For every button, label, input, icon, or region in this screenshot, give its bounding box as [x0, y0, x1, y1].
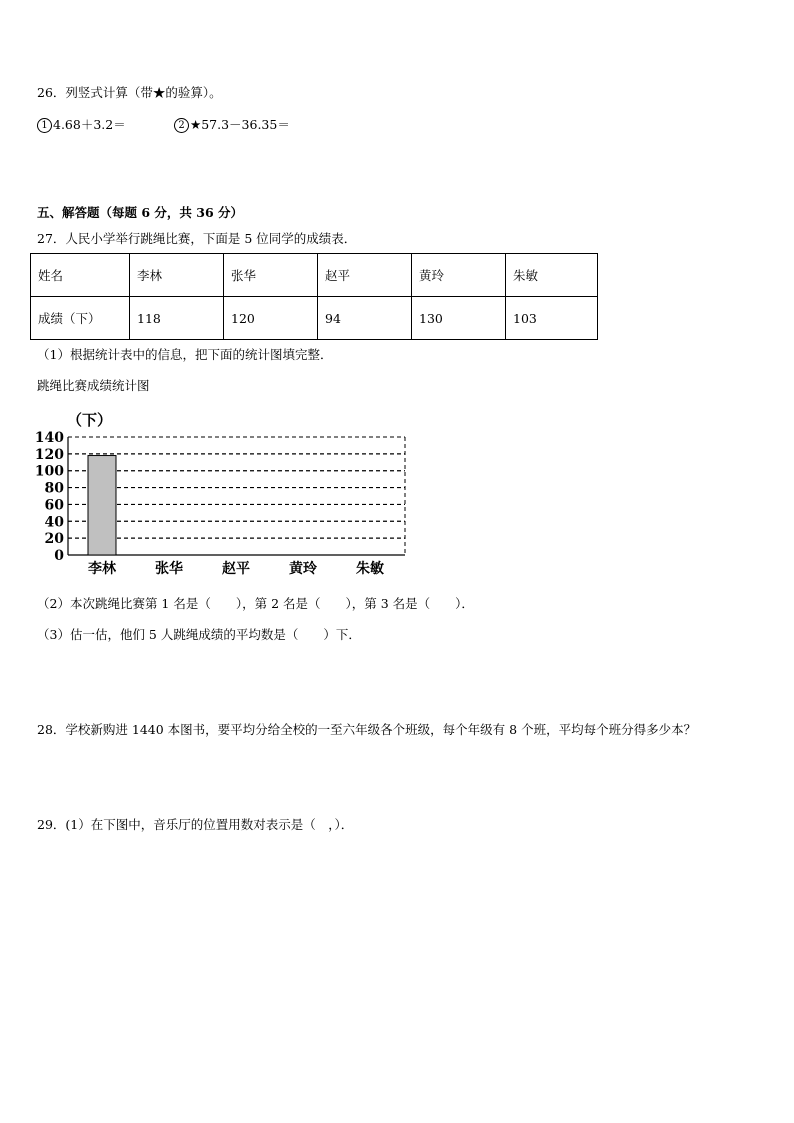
table-cell: 94 — [318, 297, 412, 340]
bar-chart — [30, 405, 420, 580]
y-tick-label: 80 — [44, 480, 64, 497]
y-tick-label: 140 — [34, 430, 64, 446]
table-cell: 118 — [130, 297, 224, 340]
q28-text: 28．学校新购进 1440 本图书，要平均分给全校的一至六年级各个班级，每个年级有 8 个班，平均每个班分得多少本？ — [37, 722, 697, 737]
table-cell: 103 — [506, 297, 598, 340]
table-cell: 赵平 — [318, 254, 412, 297]
table-cell: 朱敏 — [506, 254, 598, 297]
q27-intro: 27．人民小学举行跳绳比赛，下面是 5 位同学的成绩表． — [37, 231, 357, 246]
x-tick-label: 朱敏 — [356, 561, 384, 577]
chart-caption: 跳绳比赛成绩统计图 — [37, 378, 150, 393]
q26-title: 26．列竖式计算（带★的验算）。 — [37, 85, 222, 100]
q27-part-1: （1）根据统计表中的信息，把下面的统计图填完整． — [37, 347, 333, 362]
table-cell: 成绩（下） — [31, 297, 130, 340]
table-cell: 120 — [224, 297, 318, 340]
table-row-scores — [31, 297, 598, 340]
table-cell: 李林 — [130, 254, 224, 297]
score-table — [30, 253, 598, 340]
q26-item-1-expression: 4.68＋3.2＝ — [53, 117, 126, 132]
y-tick-label: 60 — [44, 497, 64, 514]
q27-part-3: （3）估一估，他们 5 人跳绳成绩的平均数是（ ）下． — [37, 627, 361, 642]
y-tick-label: 0 — [54, 548, 64, 564]
y-tick-label: 40 — [44, 514, 64, 531]
table-cell: 张华 — [224, 254, 318, 297]
q29-text: 29．(1）在下图中，音乐厅的位置用数对表示是（ ，）． — [37, 817, 354, 832]
q26-item-2 — [174, 115, 290, 133]
y-axis-unit-label: （下） — [67, 411, 113, 429]
table-cell: 130 — [412, 297, 506, 340]
q27-part-2: （2）本次跳绳比赛第 1 名是（ ），第 2 名是（ ），第 3 名是（ ）． — [37, 596, 474, 611]
x-tick-label: 李林 — [88, 561, 116, 577]
circled-number-1: 1 — [37, 118, 52, 133]
x-tick-label: 黄玲 — [289, 561, 317, 577]
table-row-names — [31, 254, 598, 297]
x-tick-label: 赵平 — [222, 561, 250, 577]
bar — [88, 456, 116, 555]
q26-item-2-expression: ★57.3－36.35＝ — [190, 117, 290, 132]
table-cell: 黄玲 — [412, 254, 506, 297]
q26-item-1 — [37, 115, 126, 133]
y-tick-label: 120 — [34, 446, 64, 463]
table-cell: 姓名 — [31, 254, 130, 297]
y-tick-label: 100 — [34, 463, 64, 480]
circled-number-2: 2 — [174, 118, 189, 133]
x-tick-label: 张华 — [155, 561, 183, 577]
y-tick-label: 20 — [44, 531, 64, 548]
section-heading: 五、解答题（每题 6 分，共 36 分） — [37, 205, 244, 220]
